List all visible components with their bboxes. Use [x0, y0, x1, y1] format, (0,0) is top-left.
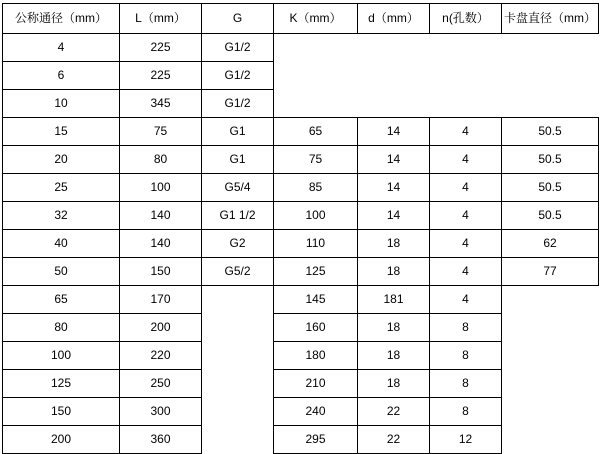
table-cell: 15 — [3, 118, 120, 146]
specification-table — [2, 3, 599, 454]
table-cell — [274, 90, 358, 118]
table-cell: 150 — [3, 398, 120, 426]
table-cell: 14 — [358, 202, 430, 230]
table-cell — [502, 342, 599, 370]
table-cell — [358, 34, 430, 62]
table-cell: G1 — [202, 146, 274, 174]
table-cell: 12 — [430, 426, 502, 454]
table-cell: 75 — [274, 146, 358, 174]
table-cell — [358, 90, 430, 118]
table-cell: 10 — [3, 90, 120, 118]
table-cell: 360 — [120, 426, 202, 454]
table-cell: 25 — [3, 174, 120, 202]
table-cell: 50 — [3, 258, 120, 286]
table-cell: 75 — [120, 118, 202, 146]
table-cell — [274, 62, 358, 90]
table-cell: 240 — [274, 398, 358, 426]
table-cell: 18 — [358, 314, 430, 342]
table-cell: 100 — [274, 202, 358, 230]
table-cell — [274, 34, 358, 62]
table-cell: 14 — [358, 146, 430, 174]
table-cell: 18 — [358, 370, 430, 398]
table-cell: 295 — [274, 426, 358, 454]
table-cell — [502, 370, 599, 398]
table-row — [3, 370, 599, 398]
table-cell: 8 — [430, 342, 502, 370]
column-header-hole-count: n(孔数） — [430, 4, 502, 34]
table-cell: 4 — [3, 34, 120, 62]
table-cell: G1/2 — [202, 34, 274, 62]
table-cell — [430, 62, 502, 90]
table-cell: 100 — [3, 342, 120, 370]
table-cell — [202, 398, 274, 426]
table-cell: 220 — [120, 342, 202, 370]
table-cell: 180 — [274, 342, 358, 370]
table-cell: 125 — [274, 258, 358, 286]
table-cell: 170 — [120, 286, 202, 314]
table-row — [3, 342, 599, 370]
table-cell: 4 — [430, 118, 502, 146]
table-cell — [502, 398, 599, 426]
table-cell — [430, 34, 502, 62]
table-row — [3, 258, 599, 286]
table-cell: 110 — [274, 230, 358, 258]
table-cell — [502, 314, 599, 342]
table-cell: G1 — [202, 118, 274, 146]
table-cell: 8 — [430, 398, 502, 426]
table-cell: 250 — [120, 370, 202, 398]
table-cell: G2 — [202, 230, 274, 258]
table-cell: 300 — [120, 398, 202, 426]
table-cell: 4 — [430, 286, 502, 314]
table-cell — [502, 426, 599, 454]
table-cell: 14 — [358, 118, 430, 146]
table-row — [3, 118, 599, 146]
table-cell: 225 — [120, 62, 202, 90]
table-cell — [502, 90, 599, 118]
table-cell: 4 — [430, 146, 502, 174]
table-cell: G5/2 — [202, 258, 274, 286]
table-cell: 125 — [3, 370, 120, 398]
table-cell: 150 — [120, 258, 202, 286]
table-cell: 80 — [3, 314, 120, 342]
table-cell: 200 — [120, 314, 202, 342]
table-cell — [358, 62, 430, 90]
table-cell: 50.5 — [502, 174, 599, 202]
table-cell: 4 — [430, 258, 502, 286]
column-header-length: L（mm） — [120, 4, 202, 34]
table-row — [3, 34, 599, 62]
table-cell: 85 — [274, 174, 358, 202]
table-row — [3, 230, 599, 258]
table-row — [3, 174, 599, 202]
table-cell: 62 — [502, 230, 599, 258]
column-header-k: K（mm） — [274, 4, 358, 34]
table-cell: 8 — [430, 314, 502, 342]
table-cell: 40 — [3, 230, 120, 258]
table-cell: 65 — [274, 118, 358, 146]
table-cell: 77 — [502, 258, 599, 286]
table-row — [3, 426, 599, 454]
table-cell: G1/2 — [202, 62, 274, 90]
table-row — [3, 202, 599, 230]
table-cell: 140 — [120, 230, 202, 258]
table-cell: G5/4 — [202, 174, 274, 202]
table-body — [3, 34, 599, 454]
table-cell: 4 — [430, 202, 502, 230]
table-cell: 4 — [430, 230, 502, 258]
table-cell — [202, 370, 274, 398]
table-cell: G1/2 — [202, 90, 274, 118]
table-cell — [502, 286, 599, 314]
table-row — [3, 146, 599, 174]
table-cell: 210 — [274, 370, 358, 398]
column-header-thread: G — [202, 4, 274, 34]
table-cell: 80 — [120, 146, 202, 174]
column-header-flange-diameter: 卡盘直径（mm） — [502, 4, 599, 34]
table-cell: 32 — [3, 202, 120, 230]
table-cell: 50.5 — [502, 146, 599, 174]
table-cell: 6 — [3, 62, 120, 90]
table-cell: 8 — [430, 370, 502, 398]
table-cell: 345 — [120, 90, 202, 118]
table-cell: 145 — [274, 286, 358, 314]
column-header-nominal-diameter: 公称通径（mm） — [3, 4, 120, 34]
table-row — [3, 90, 599, 118]
table-cell: 65 — [3, 286, 120, 314]
table-cell: 22 — [358, 426, 430, 454]
table-cell — [202, 426, 274, 454]
table-row — [3, 286, 599, 314]
table-cell — [202, 342, 274, 370]
table-cell — [502, 34, 599, 62]
table-cell: 18 — [358, 342, 430, 370]
table-cell: 100 — [120, 174, 202, 202]
table-cell — [202, 314, 274, 342]
table-cell: 18 — [358, 230, 430, 258]
table-header-row — [3, 4, 599, 34]
table-cell: 4 — [430, 174, 502, 202]
table-cell: 140 — [120, 202, 202, 230]
table-cell: 225 — [120, 34, 202, 62]
table-cell: 22 — [358, 398, 430, 426]
table-cell: 14 — [358, 174, 430, 202]
table-cell: 181 — [358, 286, 430, 314]
table-cell — [430, 90, 502, 118]
table-cell: G1 1/2 — [202, 202, 274, 230]
table-row — [3, 314, 599, 342]
table-cell: 50.5 — [502, 202, 599, 230]
table-cell: 160 — [274, 314, 358, 342]
table-cell: 50.5 — [502, 118, 599, 146]
table-cell: 200 — [3, 426, 120, 454]
table-cell: 18 — [358, 258, 430, 286]
column-header-d: d（mm） — [358, 4, 430, 34]
table-cell — [202, 286, 274, 314]
table-cell — [502, 62, 599, 90]
table-row — [3, 62, 599, 90]
table-cell: 20 — [3, 146, 120, 174]
table-row — [3, 398, 599, 426]
